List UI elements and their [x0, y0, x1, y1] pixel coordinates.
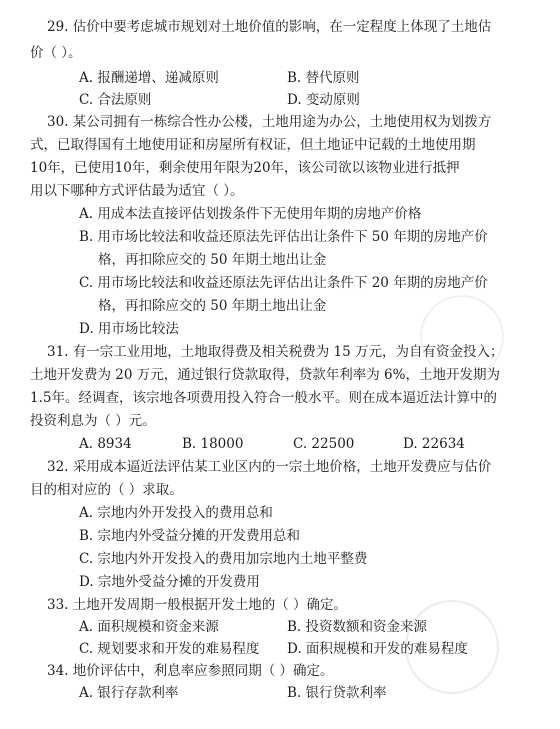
q32-option-d: D. 宗地外受益分摊的开发费用: [79, 574, 260, 590]
q29-stem-line1: 29. 估价中要考虑城市规划对土地价值的影响，在一定程度上体现了土地估: [47, 19, 492, 35]
q32-option-b: B. 宗地内外受益分摊的开发费用总和: [79, 528, 301, 544]
q29-option-a: A. 报酬递增、递减原则: [79, 70, 219, 86]
q30-option-b-line1: B. 用市场比较法和收益还原法先评估出让条件下 50 年期的房地产价: [79, 229, 488, 245]
q30-stem-line2: 式，已取得国有土地使用证和房屋所有权证，但土地证中记载的土地使用期: [30, 137, 476, 153]
q29-option-b: B. 替代原则: [287, 70, 360, 86]
q32-option-a: A. 宗地内外开发投入的费用总和: [79, 505, 273, 521]
q31-stem-line2: 土地开发费为 20 万元，通过银行贷款取得，贷款年利率为 6%，土地开发期为: [30, 367, 500, 383]
q31-option-c: C. 22500: [293, 436, 355, 452]
q30-option-c-line2: 格，再扣除应交的 50 年期土地出让金: [98, 298, 327, 314]
q31-option-d: D. 22634: [403, 436, 465, 452]
q30-stem-line3: 10年，已使用10年，剩余使用年限为20年，该公司欲以该物业进行抵押: [30, 160, 460, 176]
q31-option-b: B. 18000: [182, 436, 244, 452]
q30-stem-line1: 30. 某公司拥有一栋综合性办公楼，土地用途为办公，土地使用权为划拨方: [47, 114, 492, 130]
q30-option-c-line1: C. 用市场比较法和收益还原法先评估出让条件下 20 年期的房地产价: [79, 275, 488, 291]
q29-stem-line2: 价（ ）。: [30, 45, 82, 61]
q30-option-b-line2: 格，再扣除应交的 50 年期土地出让金: [98, 252, 327, 268]
q29-option-d: D. 变动原则: [287, 92, 360, 108]
q33-option-c: C. 规划要求和开发的难易程度: [79, 641, 260, 657]
q31-stem-line1: 31. 有一宗工业用地，土地取得费及相关税费为 15 万元，为自有资金投入；: [47, 344, 504, 360]
q31-option-a: A. 8934: [79, 436, 132, 452]
q32-stem-line2: 目的相对应的（ ）求取。: [30, 482, 183, 498]
q34-option-b: B. 银行贷款利率: [287, 685, 387, 701]
q29-option-c: C. 合法原则: [79, 92, 152, 108]
q33-option-b: B. 投资数额和资金来源: [287, 619, 428, 635]
q33-option-d: D. 面积规模和开发的难易程度: [287, 641, 468, 657]
q30-option-d: D. 用市场比较法: [79, 321, 179, 337]
q33-stem: 33. 土地开发周期一般根据开发土地的（ ）确定。: [47, 597, 348, 613]
q32-stem-line1: 32. 采用成本逼近法评估某工业区内的一宗土地价格，土地开发费应与估价: [47, 459, 492, 475]
q34-stem: 34. 地价评估中，利息率应参照同期（ ）确定。: [47, 663, 334, 679]
q30-option-a: A. 用成本法直接评估划拨条件下无使用年期的房地产价格: [79, 206, 422, 222]
q33-option-a: A. 面积规模和资金来源: [79, 619, 219, 635]
q34-option-a: A. 银行存款利率: [79, 685, 179, 701]
q32-option-c: C. 宗地内外开发投入的费用加宗地内土地平整费: [79, 551, 368, 567]
q31-stem-line4: 投资利息为（ ）元。: [30, 413, 156, 429]
q30-stem-line4: 用以下哪种方式评估最为适宜（ ）。: [30, 183, 244, 199]
q31-stem-line3: 1.5年。经调查，该宗地各项费用投入符合一般水平。则在成本逼近法计算中的: [30, 390, 497, 406]
